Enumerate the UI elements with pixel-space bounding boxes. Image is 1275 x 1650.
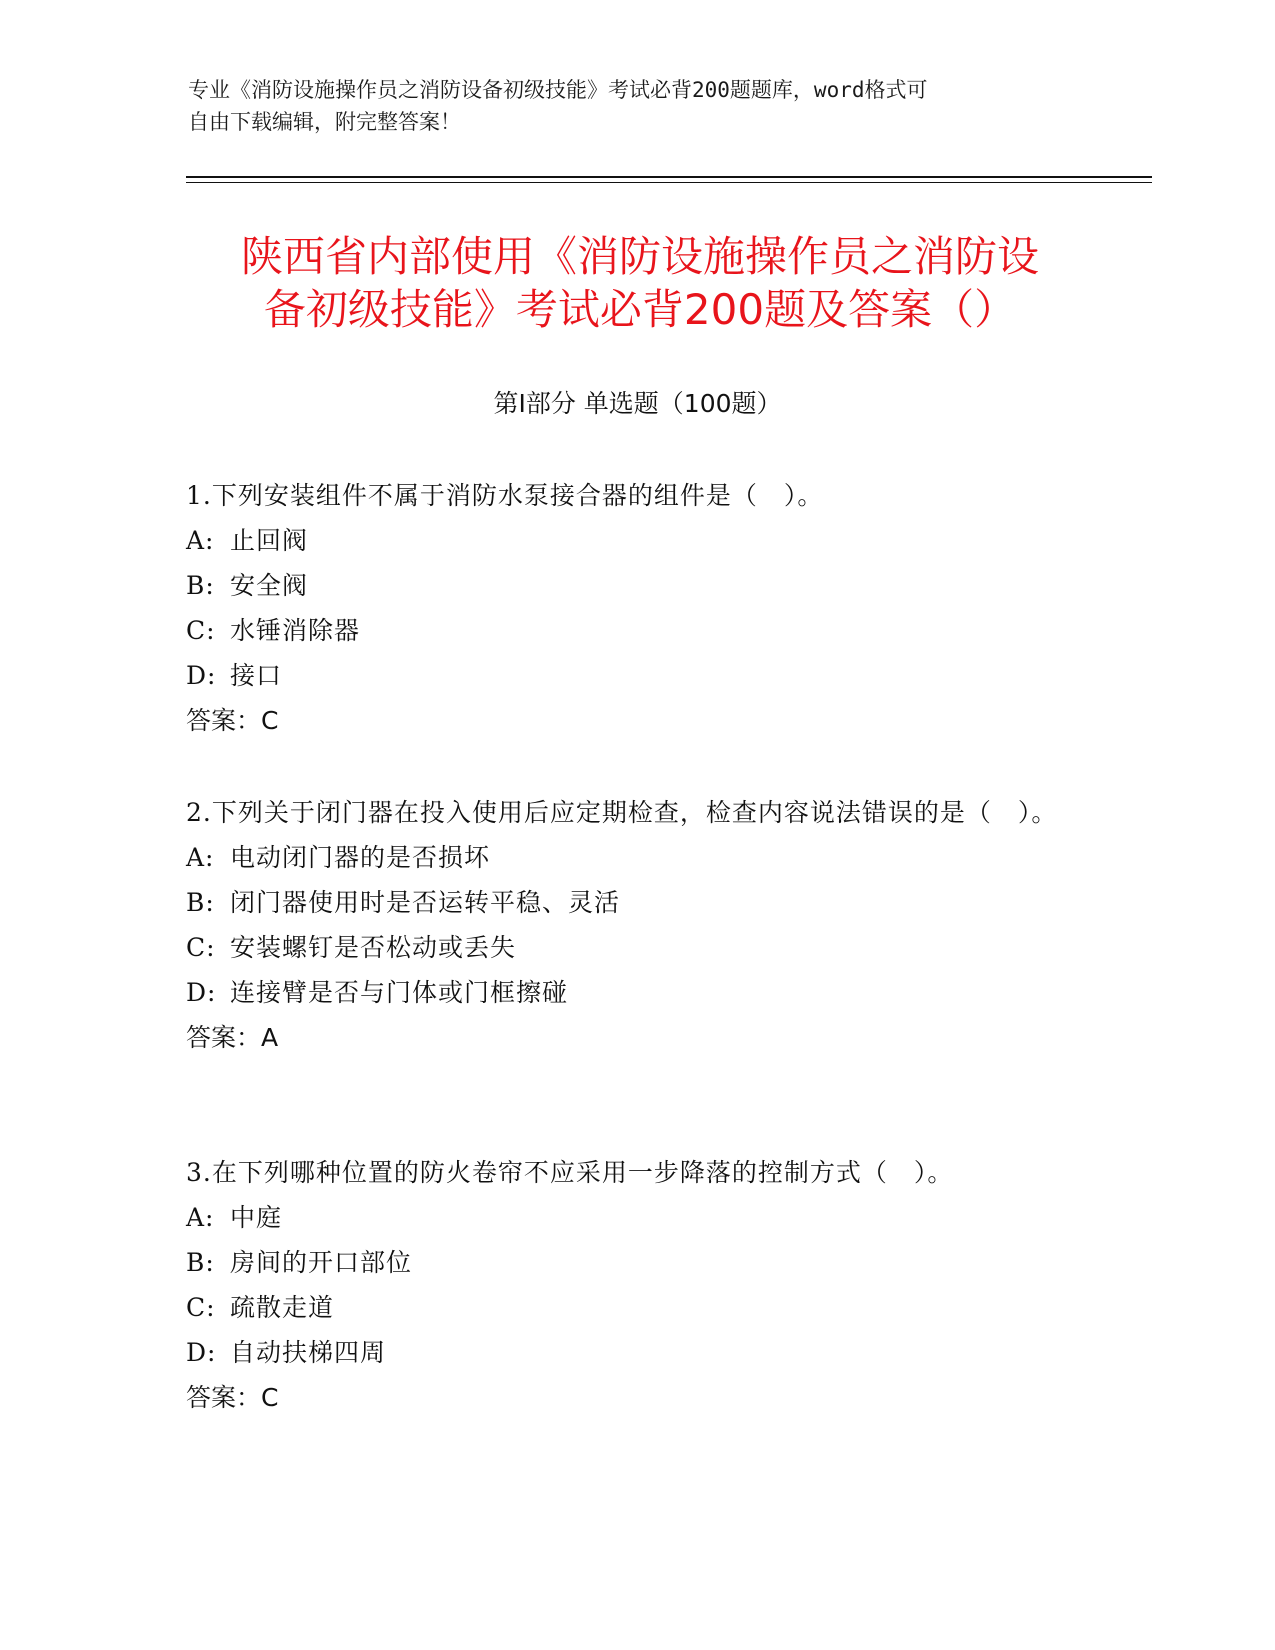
option-letter: C: — [186, 616, 216, 645]
option-text: 闭门器使用时是否运转平稳、灵活 — [230, 888, 621, 917]
header-divider-thin — [186, 182, 1152, 183]
option-letter: A: — [186, 1203, 215, 1232]
option-text: 中庭 — [230, 1203, 283, 1232]
option-letter: D: — [186, 1338, 217, 1367]
option-letter: C: — [186, 933, 216, 962]
option-text: 电动闭门器的是否损坏 — [230, 843, 491, 872]
option-text: 安装螺钉是否松动或丢失 — [230, 933, 517, 962]
answer: 答案：C — [186, 1383, 279, 1412]
document-title — [190, 230, 1090, 336]
option-b — [186, 880, 1066, 925]
header-note — [188, 74, 1088, 138]
option-a — [186, 835, 1066, 880]
option-b — [186, 563, 1066, 608]
option-c — [186, 608, 1066, 653]
option-text: 疏散走道 — [230, 1293, 335, 1322]
option-d — [186, 1330, 1066, 1375]
option-text: 接口 — [230, 661, 283, 690]
option-text: 安全阀 — [230, 571, 309, 600]
question-stem: 3.在下列哪种位置的防火卷帘不应采用一步降落的控制方式（ ）。 — [186, 1158, 954, 1187]
option-letter: A: — [186, 526, 215, 555]
header-note-line-2: 自由下载编辑，附完整答案！ — [188, 110, 461, 134]
question-3 — [186, 1150, 1066, 1420]
question-2 — [186, 790, 1066, 1060]
header-note-line-1: 专业《消防设施操作员之消防设备初级技能》考试必背200题题库，word格式可 — [188, 78, 928, 102]
answer: 答案：A — [186, 1023, 279, 1052]
option-letter: C: — [186, 1293, 216, 1322]
option-d — [186, 970, 1066, 1015]
option-text: 水锤消除器 — [230, 616, 361, 645]
section-title: 第Ⅰ部分 单选题（100题） — [493, 389, 782, 418]
document-title-line-1: 陕西省内部使用《消防设施操作员之消防设 — [240, 232, 1039, 281]
option-letter: B: — [186, 1248, 215, 1277]
option-d — [186, 653, 1066, 698]
option-letter: D: — [186, 661, 217, 690]
option-letter: B: — [186, 571, 215, 600]
option-b — [186, 1240, 1066, 1285]
option-a — [186, 518, 1066, 563]
question-stem: 2.下列关于闭门器在投入使用后应定期检查，检查内容说法错误的是（ ）。 — [186, 798, 1058, 827]
question-1 — [186, 473, 1066, 743]
option-c — [186, 1285, 1066, 1330]
answer: 答案：C — [186, 706, 279, 735]
option-letter: B: — [186, 888, 215, 917]
option-a — [186, 1195, 1066, 1240]
document-title-line-2: 备初级技能》考试必背200题及答案（） — [263, 285, 1017, 334]
question-stem: 1.下列安装组件不属于消防水泵接合器的组件是（ ）。 — [186, 481, 824, 510]
option-c — [186, 925, 1066, 970]
header-divider-thick — [186, 176, 1152, 178]
option-text: 止回阀 — [230, 526, 309, 555]
option-letter: A: — [186, 843, 215, 872]
option-text: 连接臂是否与门体或门框擦碰 — [230, 978, 569, 1007]
option-letter: D: — [186, 978, 217, 1007]
option-text: 自动扶梯四周 — [230, 1338, 387, 1367]
option-text: 房间的开口部位 — [230, 1248, 413, 1277]
